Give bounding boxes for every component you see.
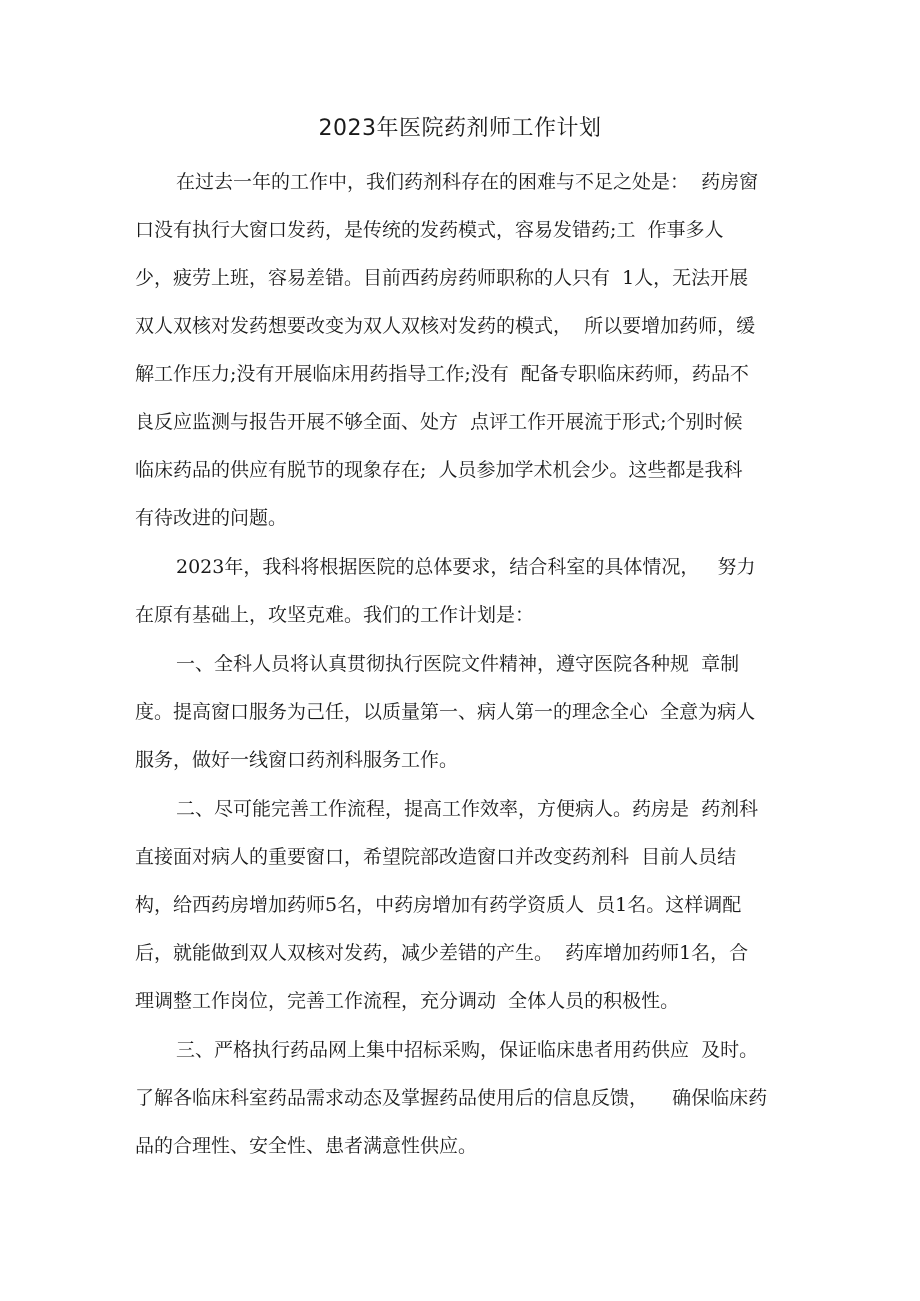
text-line: 一、全科人员将认真贯彻执行医院文件精神，遵守医院各种规 章制 <box>176 653 740 675</box>
text-line: 双人双核对发药想要改变为双人双核对发药的模式， 所以要增加药师，缓 <box>135 315 756 337</box>
text-line: 直接面对病人的重要窗口，希望院部改造窗口并改变药剂科 目前人员结 <box>135 846 737 868</box>
text-line: 后，就能做到双人双核对发药，减少差错的产生。 药库增加药师1名，合 <box>135 942 749 964</box>
text-line: 理调整工作岗位，完善工作流程，充分调动 全体人员的积极性。 <box>135 990 680 1012</box>
text-line: 品的合理性、安全性、患者满意性供应。 <box>135 1135 478 1157</box>
text-line: 少，疲劳上班，容易差错。目前西药房药师职称的人只有 1人，无法开展 <box>135 267 749 289</box>
document-title: 2023年医院药剂师工作计划 <box>318 116 602 141</box>
text-line: 三、严格执行药品网上集中招标采购，保证临床患者用药供应 及时。 <box>176 1039 759 1061</box>
text-line: 二、尽可能完善工作流程，提高工作效率，方便病人。药房是 药剂科 <box>176 798 759 820</box>
text-line: 良反应监测与报告开展不够全面、处方 点评工作开展流于形式;个别时候 <box>135 411 743 433</box>
text-line: 口没有执行大窗口发药，是传统的发药模式，容易发错药;工 作事多人 <box>135 219 724 241</box>
text-line: 2023年，我科将根据医院的总体要求，结合科室的具体情况， 努力 <box>176 556 756 578</box>
text-line: 有待改进的问题。 <box>135 507 288 529</box>
text-line: 构，给西药房增加药师5名，中药房增加有药学资质人 员1名。这样调配 <box>135 894 742 916</box>
text-line: 解工作压力;没有开展临床用药指导工作;没有 配备专职临床药师，药品不 <box>135 363 749 385</box>
text-line: 服务，做好一线窗口药剂科服务工作。 <box>135 749 459 771</box>
text-line: 在过去一年的工作中，我们药剂科存在的困难与不足之处是： 药房窗 <box>176 171 759 193</box>
text-line: 度。提高窗口服务为己任，以质量第一、病人第一的理念全心 全意为病人 <box>135 701 756 723</box>
text-line: 在原有基础上，攻坚克难。我们的工作计划是： <box>135 604 535 626</box>
text-line: 了解各临床科室药品需求动态及掌握药品使用后的信息反馈， 确保临床药 <box>135 1087 768 1109</box>
text-line: 临床药品的供应有脱节的现象存在; 人员参加学术机会少。这些都是我科 <box>135 459 743 481</box>
